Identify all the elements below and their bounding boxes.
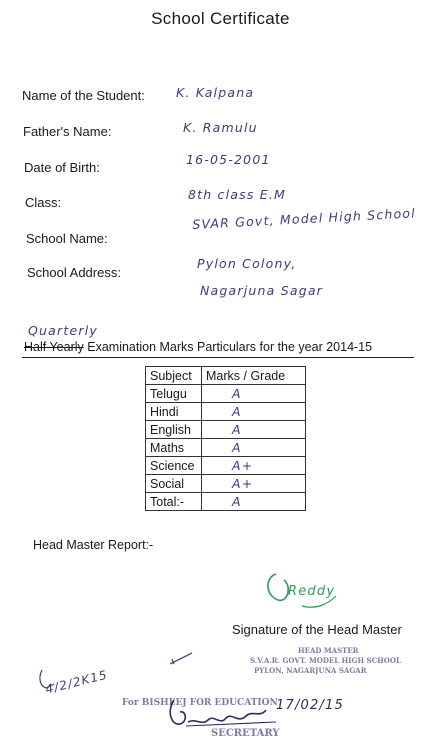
marks-table [145, 366, 306, 511]
stamp-line1: HEAD MASTER [298, 646, 359, 655]
initial-date: 4/2/2K15 [44, 667, 110, 697]
class-value: 8th class E.M [188, 187, 287, 202]
certificate-title: School Certificate [151, 9, 290, 28]
student-name-label: Name of the Student: [22, 88, 145, 103]
school-name-value: SVAR Govt, Model High School [192, 205, 417, 232]
subject-cell: Social [146, 475, 202, 493]
signature-label: Signature of the Head Master [232, 622, 402, 637]
subject-cell: Hindi [146, 403, 202, 421]
grade-cell: A [202, 385, 306, 403]
father-name-label: Father's Name: [23, 124, 112, 139]
secretary-stamp-org: For BISHEEJ FOR EDUCATION [122, 698, 278, 708]
school-address-line2: Nagarjuna Sagar [200, 283, 324, 298]
dob-value: 16-05-2001 [186, 152, 271, 167]
grade-cell: A+ [202, 475, 306, 493]
subject-cell: Telugu [146, 385, 202, 403]
grade-cell: A [202, 403, 306, 421]
grade-cell: A [202, 421, 306, 439]
exam-half-yearly-struck: Half Yearly [24, 340, 84, 354]
subject-cell: Maths [146, 439, 202, 457]
tick-icon [168, 650, 194, 668]
class-label: Class: [25, 195, 62, 210]
grade-header: Marks / Grade [202, 367, 306, 385]
secretary-stamp-role: SECRETARY [211, 728, 280, 739]
school-name-label: School Name: [26, 231, 108, 246]
table-row [146, 493, 306, 511]
subject-header: Subject [146, 367, 202, 385]
exam-heading-underline [22, 357, 414, 358]
subject-cell: Total:- [146, 493, 202, 511]
stamp-line3: PYLON, NAGARJUNA SAGAR [254, 666, 367, 675]
signature-text: Reddy [288, 584, 336, 599]
head-master-signature [262, 566, 342, 616]
exam-heading [24, 323, 373, 354]
subject-cell: Science [146, 457, 202, 475]
secretary-date: 17/02/15 [276, 698, 344, 713]
table-row [146, 403, 306, 421]
table-row [146, 439, 306, 457]
student-name-value: K. Kalpana [176, 85, 255, 100]
dob-label: Date of Birth: [24, 160, 100, 175]
tick-mark [168, 650, 194, 673]
school-address-label: School Address: [27, 265, 121, 280]
exam-quarterly-handwritten: Quarterly [28, 323, 98, 338]
marks-header-row [146, 367, 306, 385]
head-master-report-label: Head Master Report:- [33, 538, 154, 552]
father-name-value: K. Ramulu [183, 120, 258, 135]
grade-cell: A+ [202, 457, 306, 475]
grade-cell: A [202, 439, 306, 457]
head-master-stamp [250, 646, 401, 676]
table-row [146, 457, 306, 475]
table-row [146, 421, 306, 439]
school-address-line1: Pylon Colony, [197, 256, 297, 271]
stamp-line2: S.V.A.R. GOVT. MODEL HIGH SCHOOL [250, 656, 401, 665]
table-row [146, 475, 306, 493]
subject-cell: English [146, 421, 202, 439]
table-row [146, 385, 306, 403]
grade-cell: A [202, 493, 306, 511]
exam-heading-text: Examination Marks Particulars for the year 2014-15 [83, 340, 373, 354]
